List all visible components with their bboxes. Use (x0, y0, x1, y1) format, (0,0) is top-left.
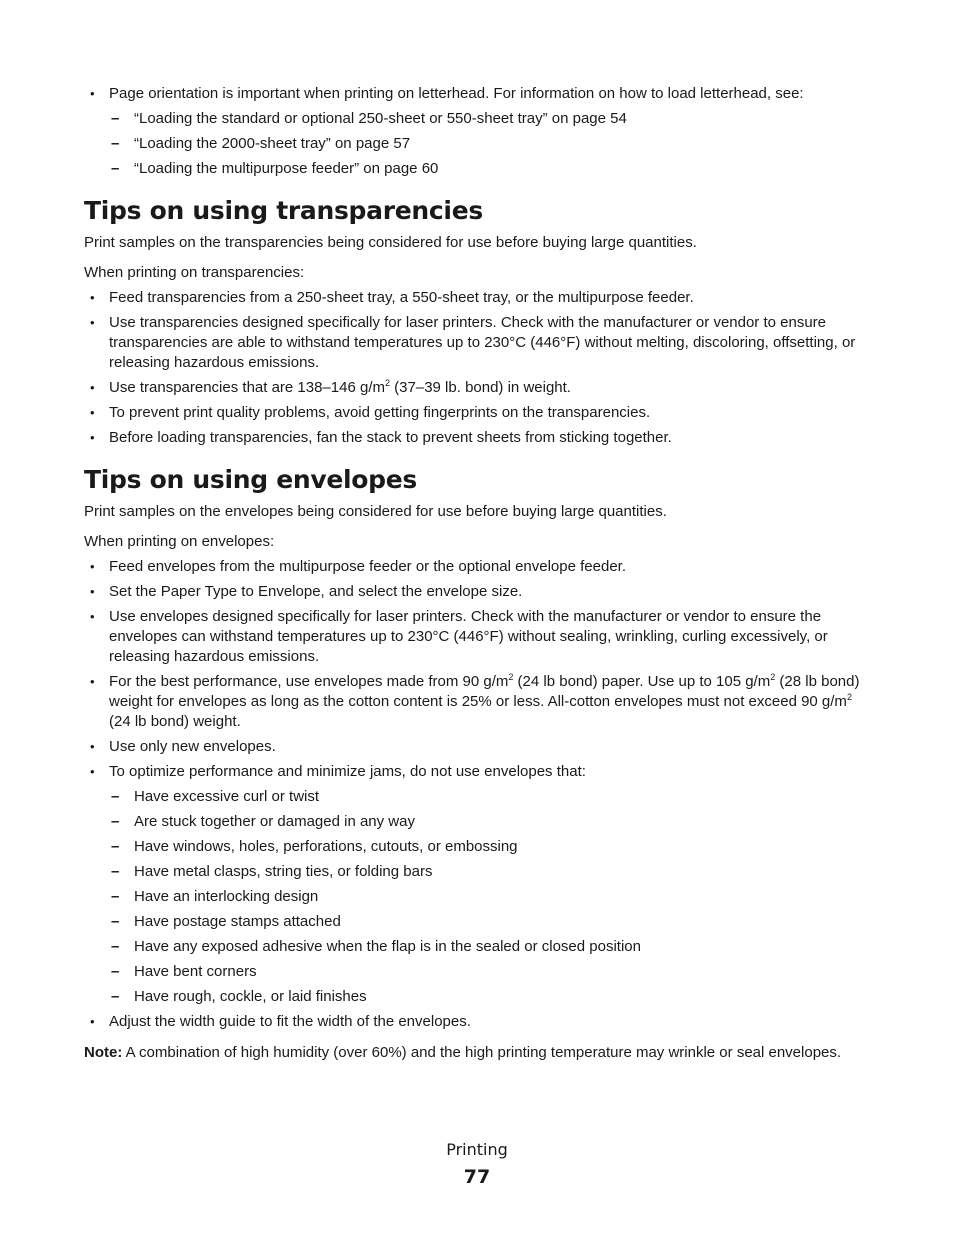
superscript: 2 (846, 692, 852, 702)
text-run: (37–39 lb. bond) in weight. (390, 379, 571, 396)
bullet-mark: • (90, 405, 95, 420)
bullet-mark: • (90, 609, 95, 624)
sub-list-item (84, 962, 874, 982)
bullet-text: Page orientation is important when printing on letterhead. For information on how to load letterhead, see: (109, 85, 804, 102)
list-item (84, 84, 874, 104)
bullet-text: To optimize performance and minimize jams, do not use envelopes that: (109, 763, 586, 780)
list-item (84, 1012, 874, 1032)
list-item (84, 672, 874, 732)
bullet-mark: • (90, 1014, 95, 1029)
sub-list-item (84, 887, 874, 907)
page-number: 77 (463, 1166, 491, 1188)
sub-item-text: Have rough, cockle, or laid finishes (134, 988, 367, 1005)
sub-item-text: Have an interlocking design (134, 888, 319, 905)
sub-item-text: “Loading the 2000-sheet tray” on page 57 (134, 135, 411, 152)
bullet-mark: • (90, 380, 95, 395)
bullet-text: Feed envelopes from the multipurpose feeder or the optional envelope feeder. (109, 558, 627, 575)
paragraph: When printing on envelopes: (84, 533, 275, 550)
bullet-text: Use only new envelopes. (109, 738, 276, 755)
sub-list-item (84, 812, 874, 832)
list-item (84, 403, 874, 423)
bullet-text: Use transparencies designed specifically for laser printers. Check with the manufacturer or vendor to ensure transparencies are able to withstand temperatures up to 230°C (446°F) without melting, discoloring, offsetting, or releasing hazardous emissions. (109, 314, 856, 371)
dash-mark: – (111, 863, 120, 880)
text-run: For the best performance, use envelopes made from 90 g/m (109, 673, 509, 690)
sub-list-item (84, 134, 874, 154)
list-item (84, 428, 874, 448)
sub-item-text: “Loading the standard or optional 250-sheet or 550-sheet tray” on page 54 (134, 110, 627, 127)
list-item (84, 762, 874, 782)
text-run: (28 lb bond) weight for envelopes as long as the cotton content is 25% or less. All-cotton envelopes must not exceed 90 g/m (109, 673, 860, 710)
bullet-text: Set the Paper Type to Envelope, and select the envelope size. (109, 583, 523, 600)
sub-item-text: Have windows, holes, perforations, cutouts, or embossing (134, 838, 518, 855)
superscript: 2 (508, 672, 514, 682)
bullet-text: To prevent print quality problems, avoid getting fingerprints on the transparencies. (109, 404, 651, 421)
dash-mark: – (111, 838, 120, 855)
sub-list-item (84, 912, 874, 932)
bullet-mark: • (90, 315, 95, 330)
bullet-mark: • (90, 584, 95, 599)
sub-list-item (84, 787, 874, 807)
note (84, 1043, 874, 1063)
list-item (84, 582, 874, 602)
page-content (84, 84, 874, 1063)
list-item (84, 557, 874, 577)
list-item (84, 378, 874, 398)
sub-item-text: Have excessive curl or twist (134, 788, 320, 805)
dash-mark: – (111, 963, 120, 980)
dash-mark: – (111, 788, 120, 805)
footer-section-title: Printing (446, 1140, 508, 1159)
bullet-text: Before loading transparencies, fan the stack to prevent sheets from sticking together. (109, 429, 672, 446)
bullet-mark: • (90, 559, 95, 574)
text-run: (24 lb bond) paper. Use up to 105 g/m (513, 673, 771, 690)
dash-mark: – (111, 813, 120, 830)
sub-item-text: “Loading the multipurpose feeder” on page 60 (134, 160, 439, 177)
list-item (84, 737, 874, 757)
superscript: 2 (385, 378, 391, 388)
bullet-mark: • (90, 430, 95, 445)
sub-list-item (84, 862, 874, 882)
sub-list-item (84, 109, 874, 129)
note-label: Note: (84, 1044, 123, 1061)
dash-mark: – (111, 938, 120, 955)
sub-list-item (84, 159, 874, 179)
sub-item-text: Have any exposed adhesive when the flap is in the sealed or closed position (134, 938, 641, 955)
bullet-text (109, 673, 859, 730)
text-run: (24 lb bond) weight. (109, 713, 241, 730)
bullet-text: Feed transparencies from a 250-sheet tray, a 550-sheet tray, or the multipurpose feeder. (109, 289, 694, 306)
text-run: Use transparencies that are 138–146 g/m (109, 379, 385, 396)
dash-mark: – (111, 988, 120, 1005)
sub-item-text: Have bent corners (134, 963, 257, 980)
paragraph: Print samples on the envelopes being considered for use before buying large quantities. (84, 503, 667, 520)
sub-list-item (84, 837, 874, 857)
list-item (84, 288, 874, 308)
sub-item-text: Have metal clasps, string ties, or folding bars (134, 863, 433, 880)
superscript: 2 (770, 672, 776, 682)
bullet-mark: • (90, 674, 95, 689)
bullet-text: Use envelopes designed specifically for laser printers. Check with the manufacturer or vendor to ensure the envelopes can withstand temperatures up to 230°C (446°F) without sealing, wrinkling, curling excessively, or releasing hazardous emissions. (109, 608, 828, 665)
bullet-mark: • (90, 290, 95, 305)
bullet-text: Adjust the width guide to fit the width of the envelopes. (109, 1013, 471, 1030)
dash-mark: – (111, 913, 120, 930)
section-heading-transparencies: Tips on using transparencies (84, 196, 483, 225)
sub-list-item (84, 937, 874, 957)
section-heading-envelopes: Tips on using envelopes (84, 465, 418, 494)
bullet-mark: • (90, 739, 95, 754)
bullet-mark: • (90, 86, 95, 101)
sub-list-item (84, 987, 874, 1007)
paragraph: Print samples on the transparencies being considered for use before buying large quantities. (84, 234, 697, 251)
sub-item-text: Are stuck together or damaged in any way (134, 813, 415, 830)
bullet-mark: • (90, 764, 95, 779)
list-item (84, 313, 874, 373)
dash-mark: – (111, 135, 120, 152)
dash-mark: – (111, 110, 120, 127)
note-text: A combination of high humidity (over 60%) and the high printing temperature may wrinkle or seal envelopes. (122, 1044, 842, 1061)
dash-mark: – (111, 160, 120, 177)
sub-item-text: Have postage stamps attached (134, 913, 341, 930)
dash-mark: – (111, 888, 120, 905)
paragraph: When printing on transparencies: (84, 264, 305, 281)
bullet-text (109, 379, 571, 396)
list-item (84, 607, 874, 667)
